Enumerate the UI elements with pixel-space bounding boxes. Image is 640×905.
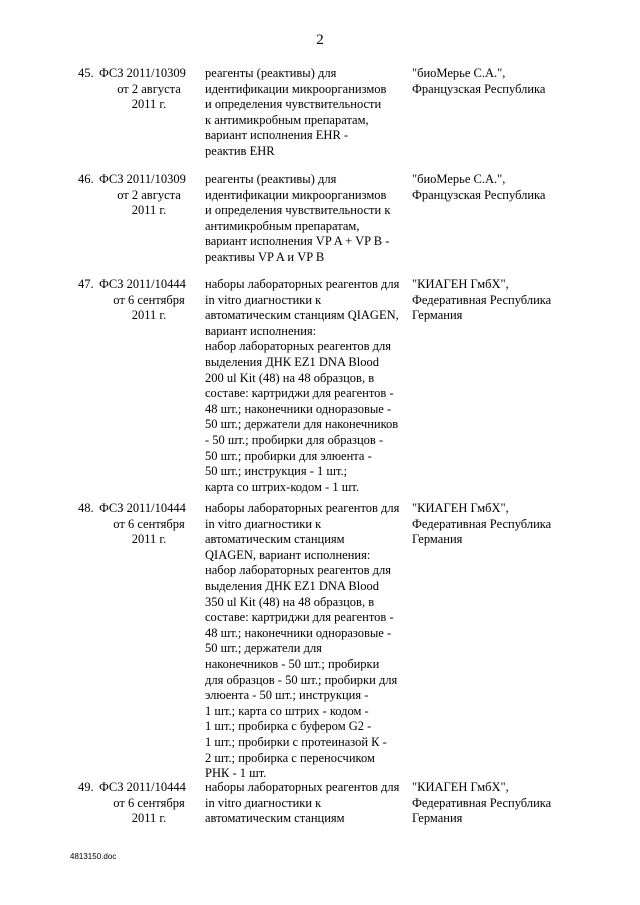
entry-number: 45.: [78, 66, 94, 80]
product-description: реагенты (реактивы) для идентификации микроорганизмов и определения чувствительности к антимикробным препаратам, вариант исполнения EHR - реактив EHR: [205, 66, 387, 158]
manufacturer: "КИАГЕН ГмбХ", Федеративная Республика Германия: [412, 501, 552, 547]
manufacturer: "КИАГЕН ГмбХ", Федеративная Республика Германия: [412, 780, 552, 826]
document-filename: 4813150.doc: [70, 852, 117, 861]
entry-number: 47.: [78, 277, 94, 291]
registration-number: ФСЗ 2011/10444 от 6 сентября 2011 г.: [99, 780, 186, 826]
product-description: наборы лабораторных реагентов для in vitro диагностики к автоматическим станциям QIAGEN, вариант исполнения: набор лабораторных реагентов для выделения ДНК EZ1 DNA Blood 200 ul Kit (48) на 48 образцов, в составе: картриджи для реагентов - 48 шт.; наконечники одноразовые - 50 шт.; держатели для наконечников - 50 шт.; пробирки для образцов - 50 шт.; пробирки для элюента - 50 шт.; инструкция - 1 шт.; карта со штрих-кодом - 1 шт.: [205, 277, 400, 494]
registration-number: ФСЗ 2011/10309 от 2 августа 2011 г.: [99, 66, 186, 112]
product-description: наборы лабораторных реагентов для in vitro диагностики к автоматическим станциям QIAGEN, вариант исполнения: набор лабораторных реагентов для выделения ДНК EZ1 DNA Blood 350 ul Kit (48) на 48 образцов, в составе: картриджи для реагентов - 48 шт.; наконечники одноразовые - 50 шт.; держатели для наконечников - 50 шт.; пробирки для образцов - 50 шт.; пробирки для элюента - 50 шт.; инструкция - 1 шт.; карта со штрих - кодом - 1 шт.; пробирка с буфером G2 - 1 шт.; пробирки с протеиназой К - 2 шт.; пробирка с переносчиком РНК - 1 шт.: [205, 501, 400, 781]
manufacturer: "биоМерье С.А.", Французская Республика: [412, 66, 546, 96]
manufacturer: "КИАГЕН ГмбХ", Федеративная Республика Германия: [412, 277, 552, 323]
product-description: реагенты (реактивы) для идентификации микроорганизмов и определения чувствительности к антимикробным препаратам, вариант исполнения VP A + VP B - реактивы VP A и VP B: [205, 172, 391, 264]
product-description: наборы лабораторных реагентов для in vitro диагностики к автоматическим станциям: [205, 780, 400, 826]
registration-number: ФСЗ 2011/10309 от 2 августа 2011 г.: [99, 172, 186, 218]
page-number: 2: [316, 32, 324, 48]
registration-number: ФСЗ 2011/10444 от 6 сентября 2011 г.: [99, 277, 186, 323]
entry-number: 49.: [78, 780, 94, 794]
manufacturer: "биоМерье С.А.", Французская Республика: [412, 172, 546, 202]
entry-number: 46.: [78, 172, 94, 186]
registration-number: ФСЗ 2011/10444 от 6 сентября 2011 г.: [99, 501, 186, 547]
entry-number: 48.: [78, 501, 94, 515]
